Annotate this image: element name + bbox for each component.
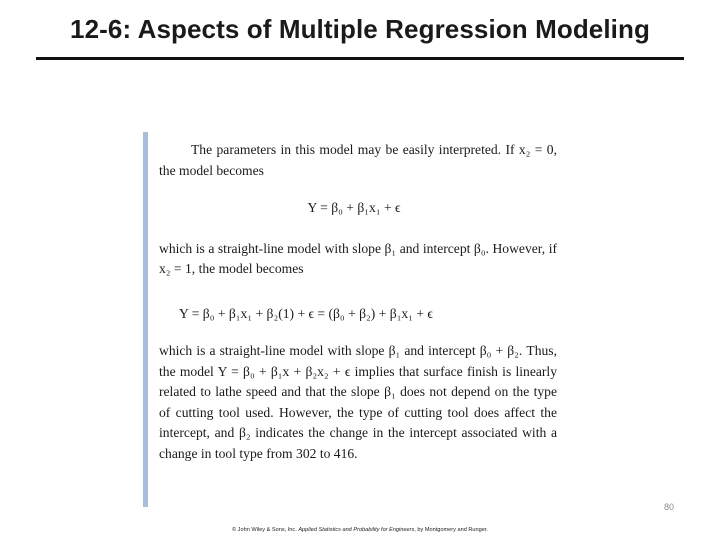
excerpt-paragraph-3: which is a straight-line model with slope β₁ and intercept β₀ + β₂. Thus, the model Y = β₀ + β₁x + β₂x₂ + ϵ implies that surface finish is linearly related to lathe speed and that the slope β₁ does not depend on the type of cutting tool used. However, the type of cutting tool does affect the intercept, and β₂ indicates the change in the intercept associated with a change in tool type from 302 to 416. — [159, 343, 557, 461]
footer-prefix: © John Wiley & Sons, Inc. — [232, 527, 299, 533]
excerpt-paragraph-2: which is a straight-line model with slope β₁ and intercept β₀. However, if x₂ = 1, the model becomes — [159, 240, 557, 276]
equation-model-x2-zero: Y = β₀ + β₁x₁ + ϵ — [307, 200, 401, 215]
title-underline — [36, 57, 684, 60]
excerpt-accent-bar — [143, 132, 148, 507]
excerpt-body — [159, 140, 557, 464]
equation-model-x2-one: Y = β₀ + β₁x₁ + β₂(1) + ϵ = (β₀ + β₂) + β₁x₁ + ϵ — [179, 305, 433, 321]
copyright-footer — [0, 527, 720, 533]
footer-suffix: , by Montgomery and Runger. — [414, 527, 488, 533]
slide-title: 12-6: Aspects of Multiple Regression Modeling — [70, 14, 650, 44]
footer-book-title: Applied Statistics and Probability for Engineers — [298, 527, 415, 533]
textbook-excerpt — [143, 132, 561, 507]
excerpt-paragraph-1: The parameters in this model may be easily interpreted. If x₂ = 0, the model becomes — [159, 142, 557, 178]
slide-number: 80 — [664, 502, 675, 512]
